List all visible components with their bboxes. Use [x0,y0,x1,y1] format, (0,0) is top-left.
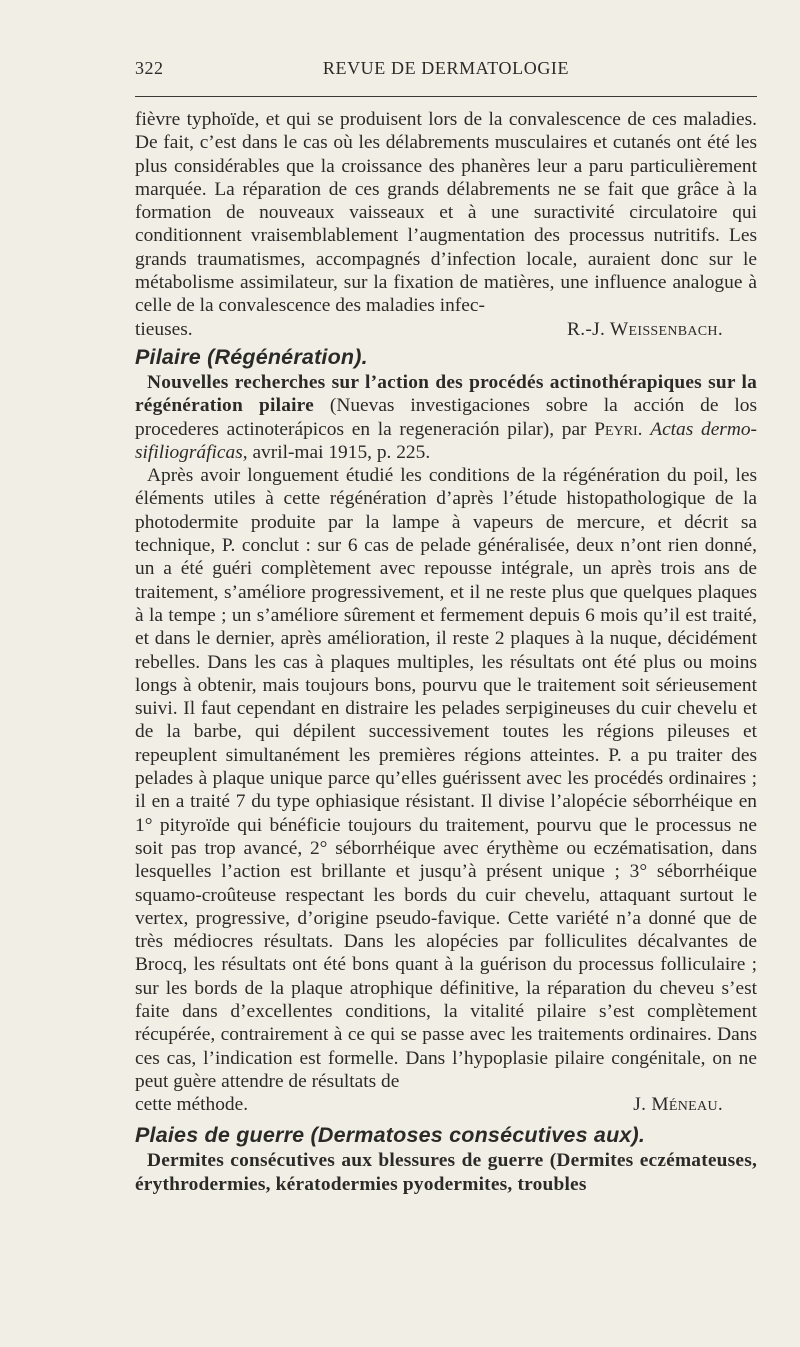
citation-text: (Nuevas investigaciones sobre la acción de los procederes actinoterápicos en la regeneración pilar), par [135,395,757,440]
abstract-paragraph: Après avoir longuement étudié les conditions de la régénération du poil, les éléments utiles à cette régénération d’après l’étude histopathologique de la photodermite produite par la lampe à vapeurs de mercure, et décrit sa technique, P. conclut : sur 6 cas de pelade généralisée, deux n’ont rien donné, un a été guéri complètement avec repousse intégrale, un après trois ans de traitement, s’améliore progressivement, et il ne reste plus que quelques plaques à la tempe ; un s’améliore sûrement et fermement depuis 6 mois qu’il est traité, et dans le dernier, après amélioration, il reste 2 plaques à la nuque, décidément rebelles. Dans les cas à plaques multiples, les résultats ont été plus ou moins longs à obtenir, mais toujours bons, pourvu que le traitement soit sérieusement suivi. Il faut cependant en distraire les pelades serpigineuses du cuir chevelu et de la barbe, qui dépilent successivement toutes les régions pileuses et repeuplent simultanément les premières régions atteintes. P. a pu traiter des pelades à plaque unique parce qu’elles guérissent avec les procédés ordinaires ; il en a traité 7 du type ophiasique résistant. Il divise l’alopécie séborrhéique en 1° pityroïde qui bénéficie toujours du traitement, pourvu que le processus ne soit pas trop avancé, 2° séborrhéique avec érythème ou eczématisation, dans lesquelles l’action est brillante et jusqu’à présent unique ; 3° séborrhéique squamo-croûteuse respectant les bords du cuir chevelu, attaquant surtout le vertex, progressive, d’origine pseudo-favique. Cette variété n’a donné que de très médiocres résultats. Dans les alopécies par folliculites décalvantes de Brocq, les résultats ont été bons quant à la guérison du processus folliculaire ; sur les bords de la plaque atrophique définitive, la réparation du cheveu s’est faite dans d’excellentes conditions, la vitalité pilaire s’est complètement récupérée, contrairement à ce qui se passe avec les traitements ordinaires. Dans ces cas, l’indication est formelle. Dans l’hypoplasie pilaire congénitale, on ne peut guère attendre de résultats de [135,465,757,1092]
entry-title-dermites: Dermites consécutives aux blessures de guerre (Dermites eczémateuses, érythrodermies, kératodermies pyodermites, troubles [135,1150,757,1195]
citation-journal: Actas dermo-sifiliográficas [135,418,757,463]
abstract-signature-line [135,1093,757,1116]
continuation-signature-line [135,318,757,341]
abstract-last-line: cette méthode. [135,1094,249,1116]
entry-title: Nouvelles recherches sur l’action des procédés actinothérapiques sur la régénération pilaire [135,371,757,417]
citation-author: Peyri [594,418,638,440]
section-heading-pilaire: Pilaire (Régénération). [135,344,368,369]
citation-date: , avril-mai 1915, p. 225. [242,441,431,463]
page-number: 322 [135,58,164,78]
continuation-last-line: tieuses. [135,318,193,340]
continuation-signature: R.-J. Weissenbach. [566,318,723,340]
continuation-paragraph: fièvre typhoïde, et qui se produisent lors de la convalescence de ces maladies. De fait, c’est dans le cas où les délabrements musculaires et cutanés ont été les plus considérables que la croissance des phanères leur a paru particulièrement marquée. La réparation de ces grands délabrements ne se fait que grâce à la formation de nouveaux vaisseaux et à une suractivité circulatoire qui conditionnent vraisemblablement l’augmentation des processus nutritifs. Les grands traumatismes, accompagnés d’infection locale, auraient donc sur le métabolisme assimilateur, sur la fixation de matières, une influence analogue à celle de la convalescence des maladies infec- [135,109,757,317]
entry-citation [135,371,757,464]
abstract-signature: J. Méneau. [633,1094,723,1116]
section-heading-plaies: Plaies de guerre (Dermatoses consécutives aux). [135,1123,646,1148]
page-header [135,58,757,88]
article-body [135,108,757,1196]
citation-separator: . [637,418,651,440]
header-rule [135,96,757,97]
running-title: REVUE DE DERMATOLOGIE [322,58,570,78]
